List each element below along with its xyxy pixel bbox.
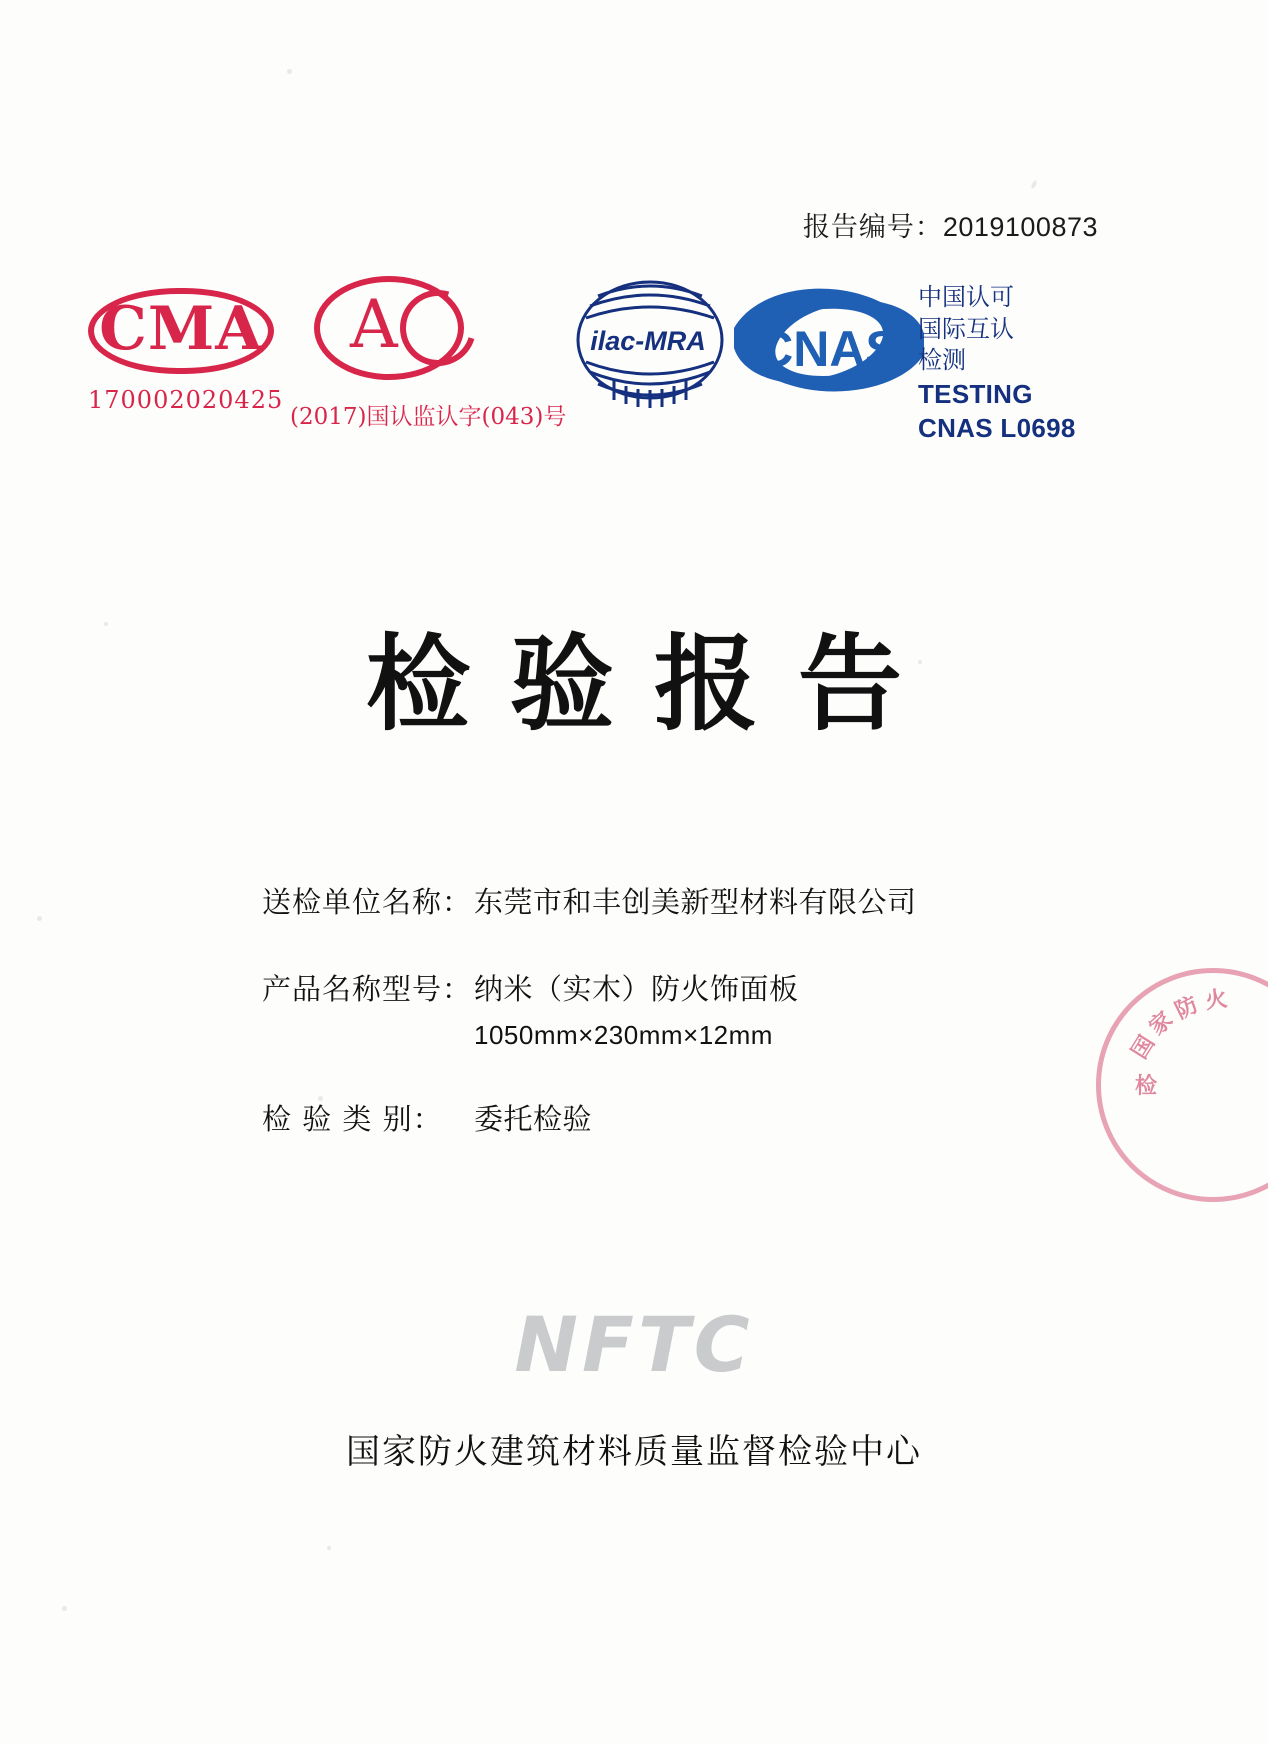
cma-number: 170002020425 [88,386,284,414]
cal-logo [290,276,567,431]
cal-number: (2017)国认监认字(043)号 [290,404,567,430]
info-row-product [262,967,1022,1051]
report-number [803,205,1098,244]
info-label-product: 产品名称型号： [262,972,473,1006]
info-label-category: 检 验 类 别： [262,1102,443,1136]
paper-speck [1030,180,1037,190]
official-seal-stamp [1096,968,1268,1202]
stamp-char-4: 火 [1203,986,1229,1015]
stamp-char-1: 国 [1127,1031,1161,1064]
cnas-logo-icon [728,282,928,402]
paper-speck [37,916,42,921]
paper-speck [327,1546,331,1550]
info-value-client: 东莞市和丰创美新型材料有限公司 [474,885,917,919]
info-row-client [262,880,1022,921]
info-value-category: 委托检验 [474,1102,593,1136]
cma-logo [88,288,283,414]
info-label-client: 送检单位名称： [262,885,473,919]
paper-speck [62,1606,67,1611]
info-value-product-dimensions: 1050mm×230mm×12mm [474,1020,773,1050]
cnas-line-1: 中国认可 [918,283,1014,311]
info-value-product [474,967,799,1051]
info-row-category [262,1097,1022,1138]
nftc-watermark-logo: NFTC [514,1300,754,1389]
cnas-line-3: 检测 [918,346,966,375]
accreditation-logos [0,268,1268,448]
stamp-char-2: 家 [1144,1007,1178,1041]
cnas-line-2: 国际互认 [918,314,1014,343]
info-value-product-name: 纳米（实木）防火饰面板 [474,972,799,1006]
paper-speck [287,69,292,74]
stamp-char-5: 检 [1135,1074,1158,1099]
cnas-line-5: CNAS L0698 [918,413,1076,444]
cnas-text-block [918,282,1076,446]
ilac-mra-logo-icon [560,276,740,411]
cnas-line-4: TESTING [918,379,1033,410]
report-number-label: 报告编号： [802,212,943,243]
stamp-char-3: 防 [1171,992,1203,1025]
cal-mark-icon: A [314,276,480,384]
svg-text:CNAS: CNAS [757,321,899,377]
report-number-value: 2019100873 [942,212,1098,242]
report-info-block [262,880,1022,1184]
page-title: 检验报告 [365,623,942,745]
organization-name: 国家防火建筑材料质量监督检验中心 [346,1432,922,1472]
svg-text:ilac-MRA: ilac-MRA [590,326,706,356]
cma-mark-text: CMA [99,294,263,364]
cma-mark-icon [88,288,274,374]
